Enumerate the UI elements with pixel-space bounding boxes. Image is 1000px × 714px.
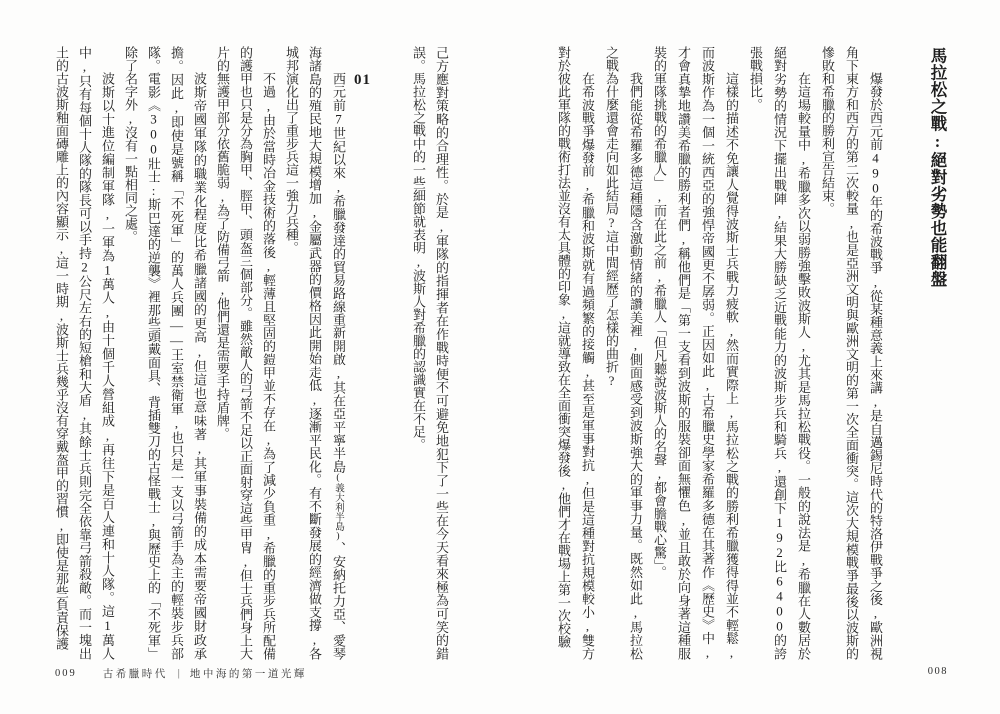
paragraph-segment: 西元前7世紀以來,希臘發達的貿易路線重新開啟,其在亞平寧半島 [331,72,346,473]
running-title-era: 古希臘時代 [102,669,168,680]
page-number: 009 [55,668,77,679]
footer-left [55,666,307,681]
right-page-body [551,46,887,660]
section-gap [350,46,407,660]
paragraph-with-note [280,46,350,660]
paragraph: 這樣的描述不免讓人覺得波斯士兵戰力疲軟,然而實際上,馬拉松之戰的勝利希臘獲得得並不輕鬆,而波斯作為一個一統西亞的強悍帝國更不孱弱。正因如此,古希臘史學家希羅多德在其著作《歷史》中,才會真摯地讚美希臘的勝利者們,稱他們是「第一支看到波斯的服裝卻面無懼色,並且敢於向身著這種服裝的軍隊挑戰的希臘人」,而在此之前,希臘人「但凡聽說波斯人的名聲,都會膽戰心驚」。 [652,46,739,660]
running-title: 地中海的第一道光輝 [189,669,307,680]
paragraph: 不過,由於當時冶金技術的落後,輕薄且堅固的鎧甲並不存在,為了減少負重,希臘的重步兵所配備的護甲也只是分為胸甲、脛甲、頭盔三個部分。雖然敵人的弓箭不足以正面射穿這些甲冑,但士兵們身上大片的無護甲部分依舊脆弱,為了防備弓箭,他們還是需要手持盾牌。 [215,46,276,660]
running-title-separator: | [177,668,180,679]
footer-right [928,666,948,677]
paragraph: 在希波戰爭爆發前,希臘和波斯就有過頻繁的接觸,甚至是軍事對抗,但是這種對抗規模較小,雙方對於彼此軍隊的戰術打法並沒有太具體的印象,這就導致在全面衝突爆發後,他們才在戰場上第一次校驗 [556,46,595,660]
continuation-paragraph: 己方應對策略的合理性。於是,軍隊的指揮者在作戰時便不可避免地犯下了一些在今天看來極為可笑的錯誤。馬拉松之戰中的一些細節就表明,波斯人對希臘的認識實在不足。 [411,46,449,660]
chapter-title: 馬拉松之戰:絕對劣勢也能翻盤 [928,47,947,288]
section-number: 01 [354,72,371,88]
paragraph: 波斯以十進位編制軍隊,一軍為1萬人,由十個千人營組成,再往下是百人連和十人隊。這1萬人中,只有每個十人隊的隊長可以手持2公尺左右的短槍和大盾,其餘士兵則完全依靠弓箭殺敵。而一塊出土的古波斯釉面磚雕上的內容顯示,這一時期,波斯士兵幾乎沒有穿戴盔甲的習慣,即使是那些負責保護 [54,46,115,660]
paragraph-segment: 、安納托力亞、愛琴海諸島的殖民地大規模增加,金屬武器的價格因此開始走低,逐漸平民化。有不斷發展的經濟做支撐,各城邦演化出了重步兵這一強力兵種。 [284,46,346,661]
paragraph: 我們能從希羅多德這種隱含激動情緒的讚美裡,側面感受到波斯強大的軍事力量。既然如此,馬拉松之戰為什麼還會走向如此結局?這中間經歷了怎樣的曲折? [604,46,643,660]
paragraph: 在這場較量中,希臘多次以弱勝強擊敗波斯人,尤其是馬拉松戰役。一般的說法是,希臘在人數居於絕對劣勢的情況下擺出戰陣,結果大勝缺乏近戰能力的波斯步兵和騎兵,還創下192比6400的誇張戰損比。 [748,46,811,660]
paragraph: 波斯帝國軍隊的職業化程度比希臘諸國的更高,但這也意味著,其軍事裝備的成本需要帝國財政承擔。因此,即使是號稱「不死軍」的萬人兵團——王室禁衛軍,也只是一支以弓箭手為主的輕裝步兵部隊。電影《300壯士:斯巴達的逆襲》裡那些頭戴面具、背插雙刀的古怪戰士,與歷史上的「不死軍」除了名字外,沒有一點相同之處。 [123,46,207,660]
left-page-body [50,46,453,660]
page-number: 008 [927,666,948,677]
paragraph: 爆發於西元前490年的希波戰爭,從某種意義上來講,是自邁錫尼時代的特洛伊戰爭之後,歐洲視角下東方和西方的第二次較量,也是亞洲文明與歐洲文明的第一次全面衝突。這次大規模戰爭最後以波斯的慘敗和希臘的勝利宣告結束。 [820,46,883,660]
inline-annotation: (義大利半島) [333,473,343,542]
